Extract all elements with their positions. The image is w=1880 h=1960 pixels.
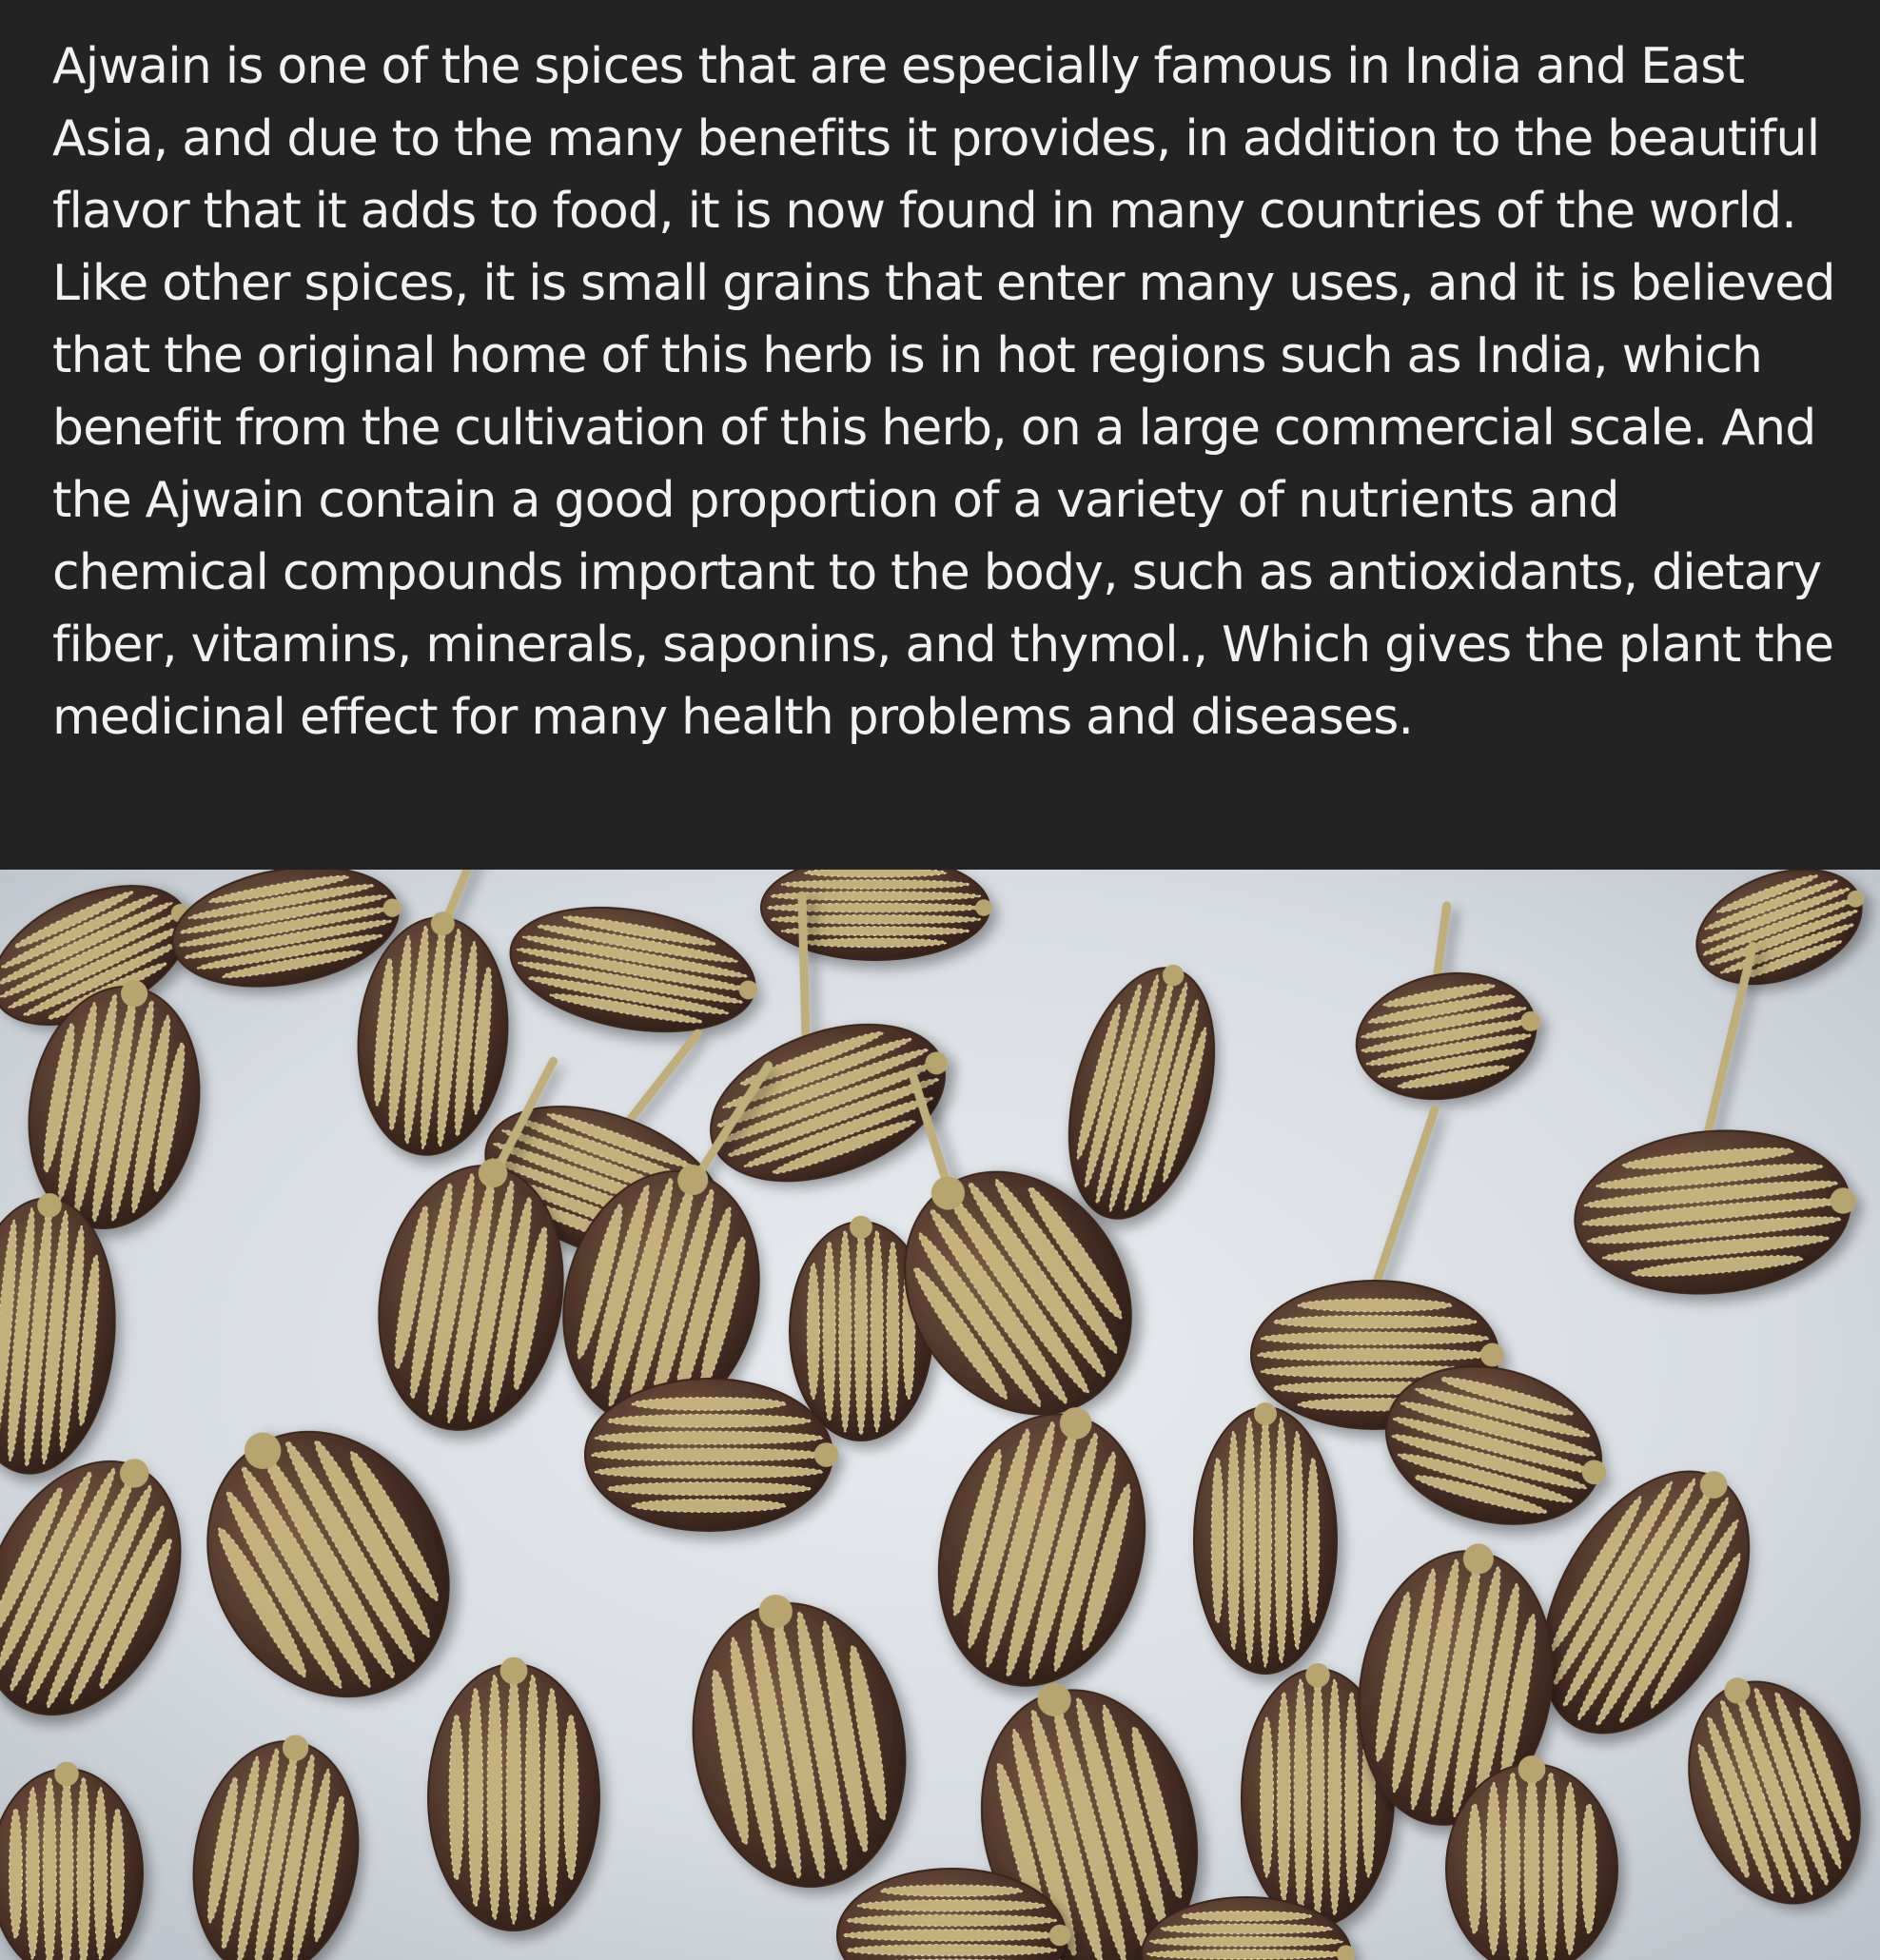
seed-ridge (782, 927, 969, 935)
seed-ridge (1211, 1458, 1224, 1623)
seed-ridge (847, 1945, 1057, 1956)
seed-ridge (449, 1715, 463, 1880)
seed-ridge (847, 1914, 1057, 1926)
seed-ridge (1182, 1911, 1312, 1921)
seed-ridge (1261, 1717, 1274, 1877)
seed-tip (54, 1762, 79, 1787)
seed-ridge (1278, 1692, 1291, 1902)
seed-ridge (1582, 1804, 1596, 1934)
seed-ridge (632, 1499, 785, 1513)
seed-ridge (1261, 1332, 1488, 1344)
seed-ridge (1294, 1679, 1307, 1915)
seed-ridge (1311, 1676, 1324, 1920)
seed-ridge (881, 1885, 1023, 1896)
article-body-text: Ajwain is one of the spices that are especially famous in India and East Asia, and due to the many benefits it provides, in addition to the beautiful flavor that it adds to food, it is now found in many countries of the world. Like other spices, it is small grains that enter many uses, and it is believed that the original home of this herb is in hot regions such as India, which benefit from the cultivation of this herb, on a large commercial scale. And the Ajwain contain a good proportion of a variety of nutrients and chemical compounds important to the body, such as antioxidants, dietary fiber, vitamins, minerals, saponins, and thymol., Which gives the plant the medicinal effect for many health problems and diseases. (52, 38, 1835, 746)
seed-tip (1480, 1343, 1504, 1367)
text-panel (0, 0, 1880, 870)
seed-ridge (468, 1688, 482, 1907)
seed-ridge (887, 1242, 899, 1421)
seed-ridge (94, 1788, 108, 1959)
seed-ridge (1345, 1692, 1359, 1902)
ajwain-seeds-image (0, 870, 1880, 1960)
ajwain-seeds-photo (0, 870, 1880, 1960)
seed-ridge (1467, 1804, 1481, 1934)
seed-tip (1254, 1402, 1277, 1425)
seed-ridge (1328, 1679, 1341, 1915)
seed-ridge (595, 1465, 822, 1479)
seed-ridge (1543, 1773, 1557, 1960)
seed-ridge (1150, 1937, 1342, 1947)
seed-ridge (607, 1415, 810, 1428)
seed-ridge (544, 1688, 558, 1907)
seed-ridge (871, 1230, 883, 1431)
seed-ridge (1161, 1924, 1332, 1933)
seed-ridge (1260, 1414, 1272, 1667)
seed-ridge (807, 1264, 819, 1400)
seed-tip (814, 1442, 839, 1467)
seed-ridge (1273, 1316, 1476, 1328)
seed-ridge (1147, 1950, 1346, 1959)
seed-ridge (855, 1227, 868, 1436)
seed-ridge (1307, 1458, 1320, 1623)
seed-ridge (1244, 1418, 1256, 1662)
seed-ridge (1562, 1783, 1576, 1954)
seed-ridge (564, 1715, 578, 1880)
seed-ridge (805, 938, 947, 947)
seed-ridge (27, 1788, 40, 1959)
seed-ridge (1258, 1348, 1493, 1361)
seed-ridge (805, 870, 947, 877)
seed-ridge (782, 880, 969, 889)
seed-tip (850, 1216, 872, 1239)
seed-ridge (595, 1431, 822, 1444)
seed-tip (975, 899, 992, 916)
seed-ridge (843, 1930, 1060, 1941)
seed-ridge (1505, 1773, 1519, 1960)
seed-ridge (823, 1242, 835, 1421)
seed-ridge (1298, 1299, 1451, 1311)
seed-ridge (487, 1675, 501, 1919)
seed-ridge (839, 1230, 852, 1431)
seed-ridge (592, 1448, 827, 1461)
seed-ridge (1227, 1431, 1240, 1650)
seed-tip (500, 1657, 528, 1685)
seed-ridge (111, 1809, 125, 1939)
seed-ridge (858, 1900, 1046, 1911)
seed-ridge (1486, 1783, 1500, 1954)
seed-ridge (506, 1671, 520, 1924)
seed-ridge (1291, 1431, 1303, 1650)
seed-ridge (632, 1398, 785, 1411)
seed-ridge (1524, 1770, 1538, 1960)
seed-ridge (525, 1675, 539, 1919)
seed-ridge (607, 1482, 810, 1496)
seed-ridge (10, 1809, 23, 1939)
seed-tip (1305, 1663, 1330, 1688)
seed-ridge (1275, 1418, 1287, 1662)
seed-tip (1049, 1925, 1070, 1946)
seed-tip (1518, 1755, 1546, 1783)
